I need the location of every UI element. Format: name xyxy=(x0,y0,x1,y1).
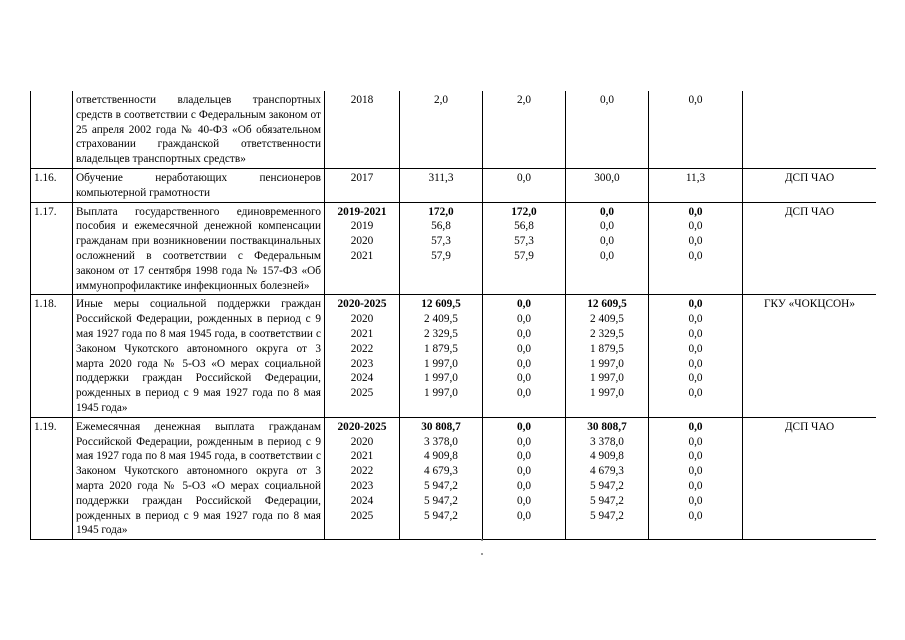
period-value: 2020 xyxy=(350,435,374,448)
period-value: 2021 xyxy=(350,249,374,262)
period-value: 2020 xyxy=(350,235,374,248)
period-cell xyxy=(325,202,400,295)
amount-value: 0,0 xyxy=(516,171,532,184)
amount-value: 5 947,2 xyxy=(424,494,458,507)
amount-cell xyxy=(483,91,566,168)
amount-value: 0,0 xyxy=(688,465,703,478)
amount-value: 0,0 xyxy=(516,327,532,340)
period-cell xyxy=(325,295,400,417)
amount-value: 4 679,3 xyxy=(424,465,458,478)
amount-value: 0,0 xyxy=(516,313,532,326)
amount-value: 0,0 xyxy=(688,450,703,463)
amount-value: 0,0 xyxy=(688,435,703,448)
amount-cell xyxy=(400,168,483,202)
amount-value: 1 997,0 xyxy=(590,372,624,385)
amount-value: 1 997,0 xyxy=(590,387,624,400)
period-value: 2022 xyxy=(350,342,374,355)
amount-value: 172,0 xyxy=(511,205,537,218)
amount-value: 2 329,5 xyxy=(424,327,458,340)
amount-value: 0,0 xyxy=(688,220,703,233)
period-value: 2024 xyxy=(350,494,374,507)
amount-value: 0,0 xyxy=(516,420,532,433)
executor-cell: ДСП ЧАО xyxy=(743,202,877,295)
amount-cell xyxy=(483,202,566,295)
amount-value: 0,0 xyxy=(688,357,703,370)
amount-value: 0,0 xyxy=(688,205,703,218)
measure-description: Иные меры социальной поддержки граждан Российской Федерации, рожденных в период с 9 мая 1927 года по 8 мая 1945 года, в соответствии с Законом Чукотского автономного округа от 3 марта 2020 года № 5-ОЗ «О мерах социальной поддержки граждан Российской Федерации, рожденных в период с 9 мая 1927 года по 8 мая 1945 года» xyxy=(73,295,325,417)
amount-value: 11,3 xyxy=(685,171,706,184)
program-measures-table xyxy=(30,91,876,540)
amount-value: 57,3 xyxy=(431,235,451,248)
amount-value: 5 947,2 xyxy=(424,479,458,492)
amount-value: 0,0 xyxy=(516,372,532,385)
amount-value: 2,0 xyxy=(433,94,449,106)
amount-value: 0,0 xyxy=(599,249,615,262)
amount-value: 2 409,5 xyxy=(590,313,624,326)
table-row xyxy=(31,202,877,295)
period-value: 2020-2025 xyxy=(337,420,387,433)
amount-value: 0,0 xyxy=(688,509,703,522)
period-value: 2020 xyxy=(350,313,374,326)
amount-cell xyxy=(483,295,566,417)
amount-value: 0,0 xyxy=(516,494,532,507)
amount-value: 0,0 xyxy=(599,205,615,218)
amount-value: 0,0 xyxy=(688,298,703,311)
amount-cell xyxy=(649,91,743,168)
amount-value: 0,0 xyxy=(516,298,532,311)
amount-value: 0,0 xyxy=(516,509,532,522)
amount-value: 0,0 xyxy=(516,435,532,448)
amount-value: 300,0 xyxy=(594,171,620,184)
period-value: 2023 xyxy=(350,357,374,370)
measure-description: ответственности владельцев транспортных средств в соответствии с Федеральным законом от 25 апреля 2002 года № 40-ФЗ «Об обязательном страховании гражданской ответственности владельцев транспортных средств» xyxy=(73,91,325,168)
scan-speck xyxy=(481,539,483,541)
amount-cell xyxy=(649,295,743,417)
measure-description: Обучение неработающих пенсионеров компьютерной грамотности xyxy=(73,168,325,202)
period-cell xyxy=(325,168,400,202)
amount-value: 0,0 xyxy=(688,313,703,326)
amount-value: 2 329,5 xyxy=(590,327,624,340)
measure-description: Ежемесячная денежная выплата гражданам Российской Федерации, рожденным в период с 9 мая 1927 года по 8 мая 1945 года, в соответствии с Законом Чукотского автономного округа от 3 марта 2020 года № 5-ОЗ «О мерах социальной поддержки граждан Российской Федерации, рожденных в период с 9 мая 1927 года по 8 мая 1945 года» xyxy=(73,417,325,539)
amount-value: 0,0 xyxy=(688,479,703,492)
amount-cell xyxy=(400,202,483,295)
amount-value: 57,9 xyxy=(431,249,451,262)
amount-value: 0,0 xyxy=(599,235,615,248)
amount-value: 3 378,0 xyxy=(590,435,624,448)
executor-cell: ДСП ЧАО xyxy=(743,168,877,202)
amount-value: 0,0 xyxy=(599,220,615,233)
executor-cell xyxy=(743,91,877,168)
amount-cell xyxy=(649,168,743,202)
amount-cell xyxy=(400,417,483,539)
amount-value: 1 879,5 xyxy=(590,342,624,355)
amount-value: 1 879,5 xyxy=(424,342,458,355)
amount-value: 57,3 xyxy=(514,235,534,248)
amount-value: 1 997,0 xyxy=(424,372,458,385)
amount-value: 0,0 xyxy=(688,249,703,262)
amount-cell xyxy=(649,417,743,539)
amount-value: 3 378,0 xyxy=(424,435,458,448)
amount-cell xyxy=(566,295,649,417)
amount-cell xyxy=(400,91,483,168)
row-number: 1.18. xyxy=(31,295,73,417)
period-value: 2022 xyxy=(350,465,374,478)
amount-value: 5 947,2 xyxy=(590,479,624,492)
period-value: 2025 xyxy=(350,509,374,522)
amount-value: 2,0 xyxy=(516,94,532,106)
amount-value: 2 409,5 xyxy=(424,313,458,326)
amount-value: 5 947,2 xyxy=(590,509,624,522)
amount-value: 4 679,3 xyxy=(590,465,624,478)
amount-cell xyxy=(566,91,649,168)
amount-cell xyxy=(566,417,649,539)
table-row xyxy=(31,91,877,168)
amount-cell xyxy=(566,202,649,295)
amount-value: 0,0 xyxy=(688,372,703,385)
row-number xyxy=(31,91,73,168)
period-value: 2019 xyxy=(350,220,374,233)
amount-value: 0,0 xyxy=(688,327,703,340)
amount-value: 30 808,7 xyxy=(587,420,627,433)
scan-speck xyxy=(481,553,483,555)
amount-value: 12 609,5 xyxy=(587,298,627,311)
amount-cell xyxy=(566,168,649,202)
executor-cell: ДСП ЧАО xyxy=(743,417,877,539)
amount-value: 57,9 xyxy=(514,249,534,262)
measure-description: Выплата государственного единовременного пособия и ежемесячной денежной компенсации гражданам при возникновении поствакцинальных осложнений в соответствии с Федеральным законом от 17 сентября 1998 года № 157-ФЗ «Об иммунопрофилактике инфекционных болезней» xyxy=(73,202,325,295)
period-value: 2025 xyxy=(350,387,374,400)
amount-value: 1 997,0 xyxy=(424,357,458,370)
row-number: 1.19. xyxy=(31,417,73,539)
period-value: 2021 xyxy=(350,327,374,340)
period-value: 2020-2025 xyxy=(337,298,387,311)
amount-value: 56,8 xyxy=(514,220,534,233)
amount-cell xyxy=(400,295,483,417)
amount-cell xyxy=(483,168,566,202)
amount-value: 172,0 xyxy=(428,205,454,218)
amount-value: 0,0 xyxy=(688,235,703,248)
amount-value: 12 609,5 xyxy=(421,298,461,311)
row-number: 1.17. xyxy=(31,202,73,295)
executor-cell: ГКУ «ЧОКЦСОН» xyxy=(743,295,877,417)
amount-value: 0,0 xyxy=(688,494,703,507)
table-row xyxy=(31,168,877,202)
amount-value: 311,3 xyxy=(428,171,454,184)
amount-value: 0,0 xyxy=(688,94,703,106)
amount-value: 5 947,2 xyxy=(590,494,624,507)
period-value: 2018 xyxy=(350,94,374,106)
amount-cell xyxy=(483,417,566,539)
amount-value: 0,0 xyxy=(688,420,703,433)
period-cell xyxy=(325,417,400,539)
amount-value: 0,0 xyxy=(599,94,615,106)
amount-value: 1 997,0 xyxy=(424,387,458,400)
amount-value: 0,0 xyxy=(688,387,703,400)
amount-value: 0,0 xyxy=(516,357,532,370)
period-value: 2019-2021 xyxy=(337,205,387,218)
table-row xyxy=(31,295,877,417)
amount-value: 4 909,8 xyxy=(424,450,458,463)
period-value: 2024 xyxy=(350,372,374,385)
table-row xyxy=(31,417,877,539)
table-body xyxy=(31,91,877,540)
amount-value: 0,0 xyxy=(688,342,703,355)
amount-value: 0,0 xyxy=(516,387,532,400)
amount-value: 0,0 xyxy=(516,479,532,492)
period-cell xyxy=(325,91,400,168)
period-value: 2023 xyxy=(350,479,374,492)
period-value: 2017 xyxy=(350,171,374,184)
period-value: 2021 xyxy=(350,450,374,463)
amount-value: 5 947,2 xyxy=(424,509,458,522)
amount-value: 0,0 xyxy=(516,465,532,478)
amount-cell xyxy=(649,202,743,295)
amount-value: 0,0 xyxy=(516,450,532,463)
amount-value: 30 808,7 xyxy=(421,420,461,433)
amount-value: 56,8 xyxy=(431,220,451,233)
row-number: 1.16. xyxy=(31,168,73,202)
amount-value: 1 997,0 xyxy=(590,357,624,370)
amount-value: 4 909,8 xyxy=(590,450,624,463)
amount-value: 0,0 xyxy=(516,342,532,355)
